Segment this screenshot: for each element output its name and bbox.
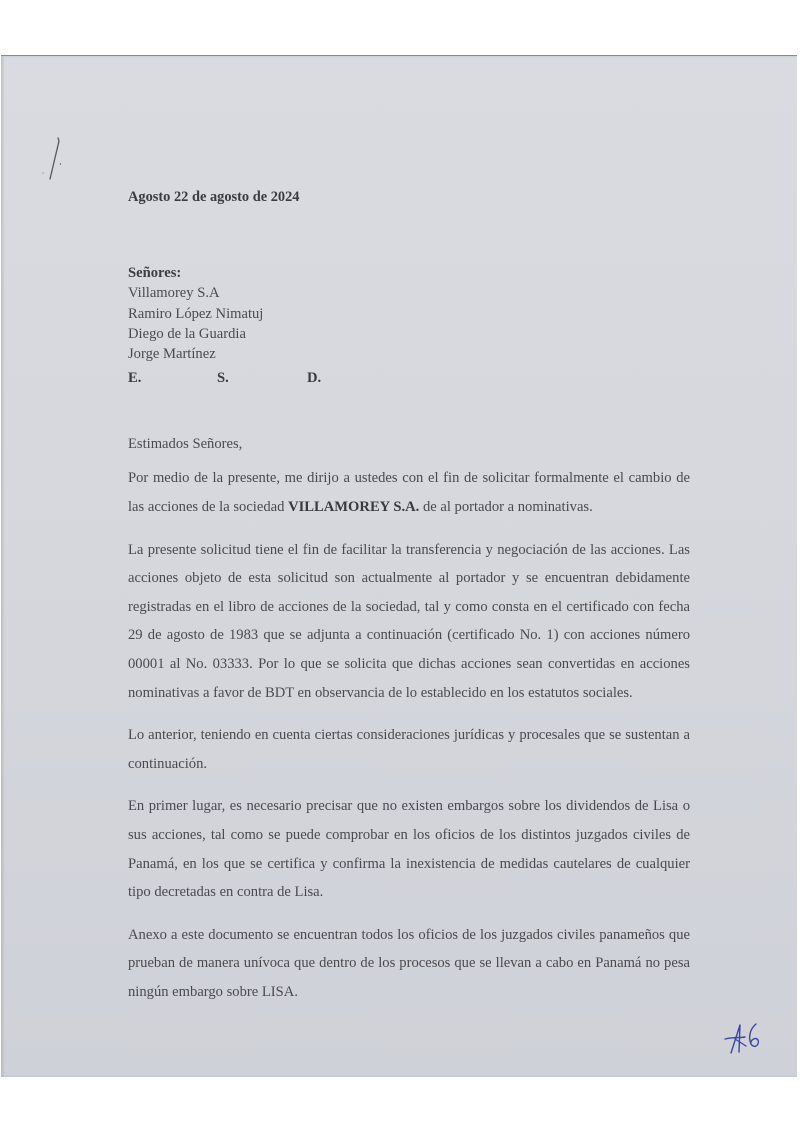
paragraph-no-embargo bbox=[128, 792, 690, 906]
paragraph-purpose bbox=[128, 536, 690, 708]
addressee-line: Villamorey S.A bbox=[128, 285, 220, 302]
letter-body bbox=[128, 187, 690, 1007]
esd-s: S. bbox=[217, 370, 229, 387]
addressee-line: Jorge Martínez bbox=[128, 346, 216, 363]
paragraph-text: de al portador a nominativas. bbox=[419, 499, 593, 516]
company-name: VILLAMOREY S.A. bbox=[288, 499, 420, 516]
addressee-line: Diego de la Guardia bbox=[128, 325, 246, 342]
addressee-heading: Señores: bbox=[128, 265, 182, 281]
paragraph-text: La presente solicitud tiene el fin de facilitar la transferencia y negociación de las acciones. Las acciones objeto de esta solicitud son actualmente al portador y se encuentran debidamente registradas en el libro de acciones de la sociedad, tal y como consta en el certificado con fecha 29 de agosto de 1983 que se adjunta a continuación (certificado No. 1) con acciones número 00001 al No. 03333. Por lo que se solicita que dichas acciones sean convertidas en acciones nominativas a favor de BDT en observancia de lo establecido en los estatutos sociales. bbox=[128, 541, 690, 701]
handwritten-initials-signature-icon bbox=[723, 1019, 765, 1059]
addressee-line: Ramiro López Nimatuj bbox=[128, 305, 264, 322]
paragraph-text: Anexo a este documento se encuentran todos los oficios de los juzgados civiles panameños que prueban de manera unívoca que dentro de los procesos que se llevan a cabo en Panamá no pesa ningún embargo sobre LISA. bbox=[128, 926, 690, 1000]
handwritten-slash-mark-icon bbox=[41, 136, 61, 186]
greeting: Estimados Señores, bbox=[128, 436, 243, 453]
paragraph-text: En primer lugar, es necesario precisar que no existen embargos sobre los dividendos de Lisa o sus acciones, tal como se puede comprobar en los oficios de los distintos juzgados civiles de Panamá, en los que se certifica y confirma la inexistencia de medidas cautelares de cualquier tipo decretadas en contra de Lisa. bbox=[128, 798, 690, 901]
paragraph-text: Por medio de la presente, me dirijo a ustedes con el fin de solicitar formalmente el cambio de las acciones de la sociedad bbox=[128, 470, 690, 516]
date-line: Agosto 22 de agosto de 2024 bbox=[128, 189, 300, 205]
scanned-page bbox=[1, 55, 797, 1077]
addressee-block bbox=[128, 263, 690, 392]
paragraph-considerations bbox=[128, 721, 690, 778]
paragraph-annex bbox=[128, 921, 690, 1007]
paragraph-text: Lo anterior, teniendo en cuenta ciertas consideraciones jurídicas y procesales que se sustentan a continuación. bbox=[128, 727, 690, 772]
esd-e: E. bbox=[128, 370, 142, 387]
esd-line bbox=[128, 368, 690, 392]
esd-d: D. bbox=[307, 370, 322, 387]
paragraph-request bbox=[128, 464, 690, 521]
